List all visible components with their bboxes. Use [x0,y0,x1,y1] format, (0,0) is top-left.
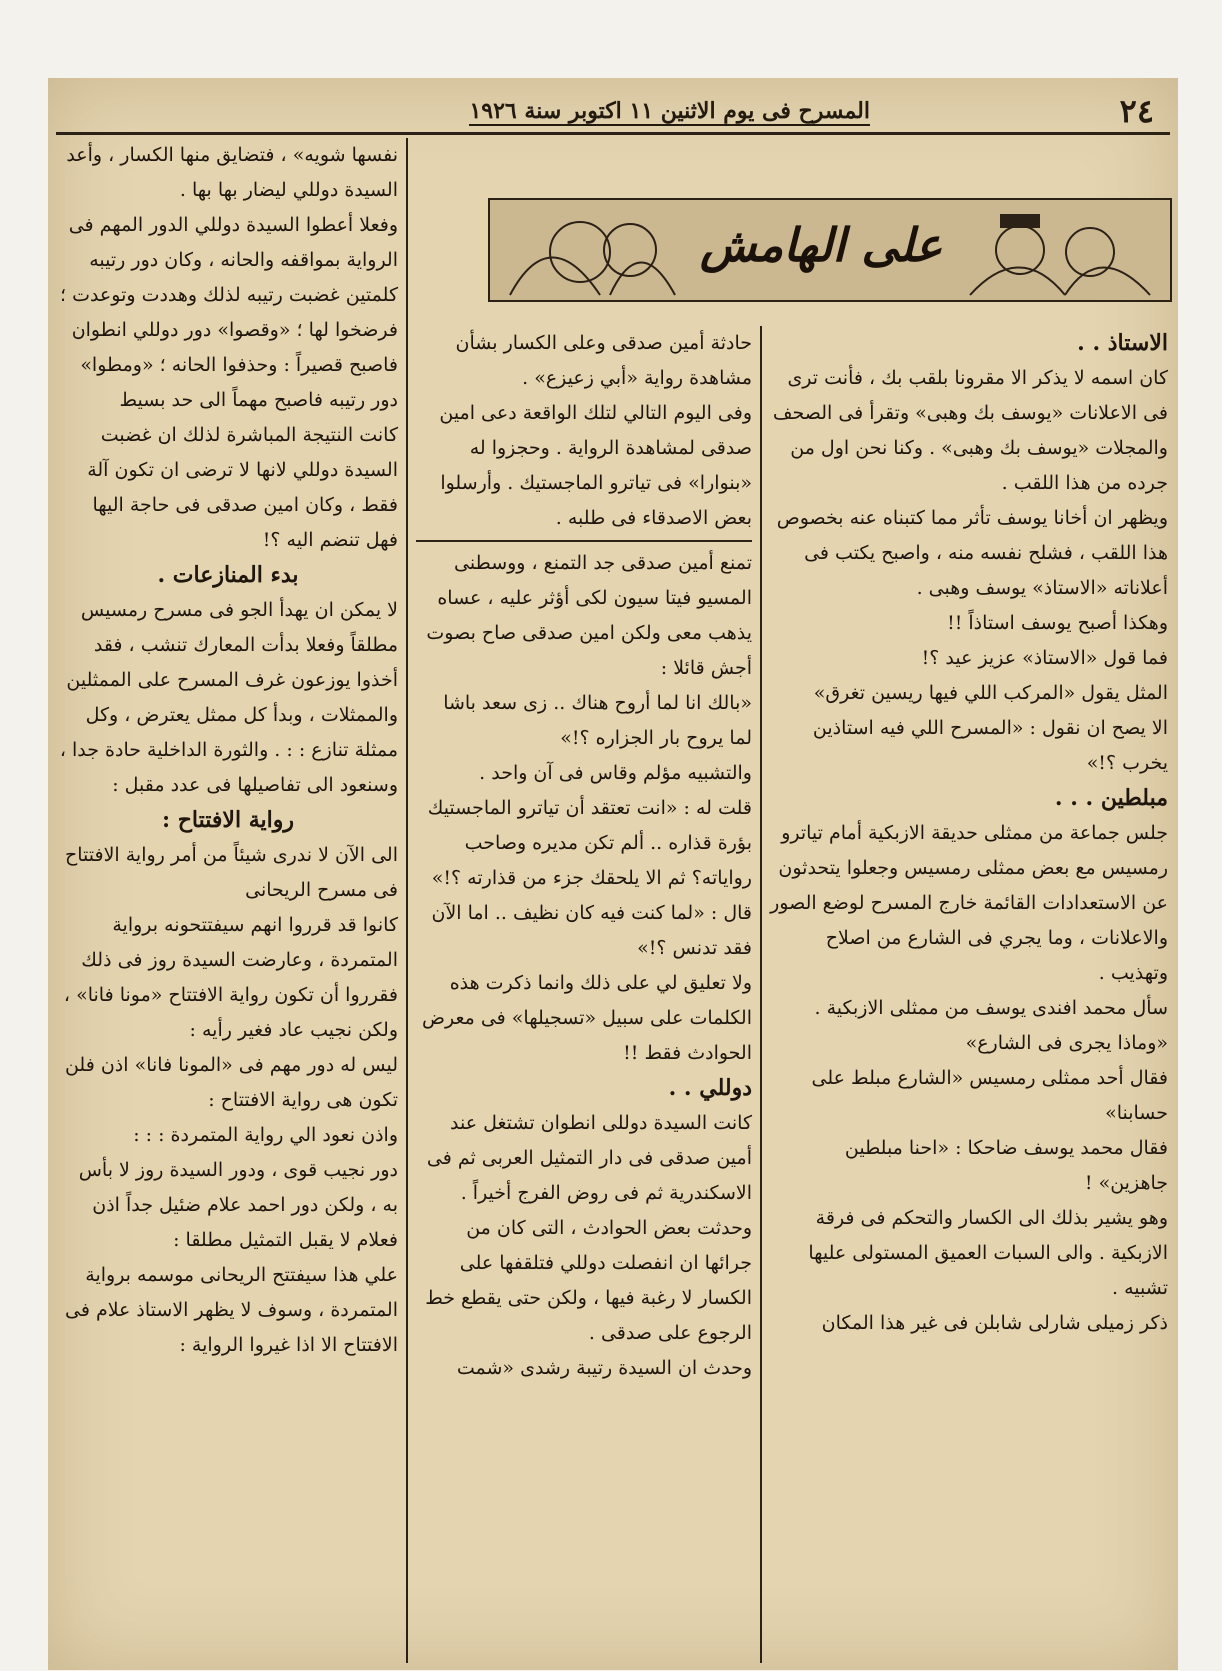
paragraph: «وماذا يجرى فى الشارع» [965,1032,1168,1054]
paragraph: ويظهر ان أخانا يوسف تأثر مما كتبناه عنه بخصوص هذا اللقب ، فشلح نفسه منه ، واصبح يكتب فى أعلاناته «الاستاذ» يوسف وهبى . [776,507,1168,599]
page-number: ٢٤ [1119,92,1154,130]
heading-disputes: بدء المنازعات . [157,562,299,588]
paragraph: ليس له دور مهم فى «المونا فانا» اذن فلن تكون هى رواية الافتتاح : [64,1054,398,1111]
heading-opening-play: رواية الافتتاح : [161,807,295,833]
paragraph: ولا تعليق لي على ذلك وانما ذكرت هذه الكلمات على سبيل «تسجيلها» فى معرض الحوادث فقط !! [422,972,752,1064]
paragraph: والتشبيه مؤلم وقاس فى آن واحد . [479,762,752,784]
paragraph: سأل محمد افندى يوسف من ممثلى الازبكية . [814,997,1168,1019]
paragraph: «بالك انا لما أروح هناك .. زى سعد باشا لما يروح بار الجزاره ؟!» [443,692,752,749]
heading-ustaz: الاستاذ . . [1077,330,1168,356]
paragraph: علي هذا سيفتتح الريحانى موسمه برواية المتمردة ، وسوف لا يظهر الاستاذ علام فى الافتتاح الا اذا غيروا الرواية : [64,1264,398,1356]
paragraph: وفى اليوم التالي لتلك الواقعة دعى امين صدقى لمشاهدة الرواية . وحجزوا له «بنوارا» فى تياترو الماجستيك . وأرسلوا بعض الاصدقاء فى طلبه . [439,402,752,529]
paragraph: وهكذا أصبح يوسف استاذاً !! [947,612,1168,634]
paragraph: وهو يشير بذلك الى الكسار والتحكم فى فرقة الازبكية . والى السبات العميق المستولى عليها تشبيه . [808,1207,1168,1299]
column-right [770,326,1168,1341]
heading-dolly: دوللي . . [668,1075,752,1101]
banner-title: على الهامش [700,218,943,272]
paragraph: فما قول «الاستاذ» عزيز عيد ؟! [921,647,1168,669]
paragraph: كانت النتيجة المباشرة لذلك ان غضبت السيدة دوللي لانها لا ترضى ان تكون آلة فقط ، وكان امين صدقى فى حاجة اليها فهل تنضم اليه ؟! [87,424,398,551]
paragraph: وفعلا أعطوا السيدة دوللي الدور المهم فى الرواية بمواقفه والحانه ، وكان دور رتيبه كلمتين غضبت رتيبه لذلك وهددت وتوعدت ؛ فرضخوا لها ؛ «وقصوا» دور دوللي انطوان فاصبح قصيراً : وحذفوا الحانه ؛ «ومطوا» دور رتيبه فاصبح مهماً الى حد بسيط [59,214,398,411]
paragraph: لا يمكن ان يهدأ الجو فى مسرح رمسيس مطلقاً وفعلا بدأت المعارك تنشب ، فقد أخذوا يوزعون غرف المسرح على الممثلين والممثلات ، وبدأ كل ممثل يعترض ، وكل ممثلة تنازع : : . والثورة الداخلية حادة جدا ، وسنعود الى تفاصيلها فى عدد مقبل : [59,599,398,796]
paragraph: قال : «لما كنت فيه كان نظيف .. اما الآن فقد تدنس ؟!» [431,902,752,959]
paragraph: جلس جماعة من ممثلى حديقة الازبكية أمام تياترو رمسيس مع بعض ممثلى رمسيس وجعلوا يتحدثون عن الاستعدادات القائمة خارج المسرح لوضع الصور والاعلانات ، وما يجري فى الشارع من اصلاح وتهذيب . [770,822,1168,984]
paragraph: ذكر زميلى شارلى شابلن فى غير هذا المكان [821,1312,1168,1334]
page-header [56,88,1170,135]
paragraph: فقال أحد ممثلى رمسيس «الشارع مبلط على حسابنا» [811,1067,1168,1124]
paragraph: كانت السيدة دوللى انطوان تشتغل عند أمين صدقى فى دار التمثيل العربى ثم فى الاسكندرية ثم فى روض الفرج أخيراً . [426,1112,752,1204]
paragraph: ولكن نجيب عاد فغير رأيه : [189,1019,398,1041]
paragraph: حادثة أمين صدقى وعلى الكسار بشأن مشاهدة رواية «أبي زعيزع» . [455,332,752,389]
paragraph: فقال محمد يوسف ضاحكا : «احنا مبلطين جاهزين» ! [844,1137,1168,1194]
section-banner [488,198,1172,302]
paragraph: قلت له : «انت تعتقد أن تياترو الماجستيك بؤرة قذاره .. ألم تكن مديره وصاحب رواياته؟ ثم الا يلحقك جزء من قذارته ؟!» [427,797,752,889]
column-left [58,138,398,1363]
newspaper-page [48,78,1178,1670]
paragraph: الى الآن لا ندرى شيئاً من أمر رواية الافتتاح فى مسرح الريحانى [64,844,398,901]
paragraph: نفسها شويه» ، فتضايق منها الكسار ، وأعد السيدة دوللي ليضار بها بها . [66,144,398,201]
paragraph: دور نجيب قوى ، ودور السيدة روز لا بأس به ، ولكن دور احمد علام ضئيل جداً اذن فعلام لا يقبل التمثيل مطلقا : [78,1159,398,1251]
paragraph: الا يصح ان نقول : «المسرح اللي فيه استاذين يخرب ؟!» [812,717,1168,774]
paragraph: المثل يقول «المركب اللي فيها ريسين تغرق» [813,682,1168,704]
heading-muballatin: مبلطين . . . [1054,785,1168,811]
column-rule-left [406,138,408,1663]
paragraph: كانوا قد قرروا انهم سيفتتحونه برواية المتمردة ، وعارضت السيدة روز فى ذلك فقرروا أن تكون رواية الافتتاح «مونا فانا» ، [63,914,398,1006]
paragraph: وحدث ان السيدة رتيبة رشدى «شمت [456,1357,752,1379]
paragraph: واذن نعود الي رواية المتمردة : : : [133,1124,398,1146]
paragraph: وحدثت بعض الحوادث ، التى كان من جرائها ان انفصلت دوللي فتلقفها على الكسار لا رغبة فيها ، ولكن حتى يقطع خط الرجوع على صدقى . [425,1217,752,1344]
paragraph: كان اسمه لا يذكر الا مقرونا بلقب بك ، فأنت ترى فى الاعلانات «يوسف بك وهبى» وتقرأ فى الصحف والمجلات «يوسف بك وهبى» . وكنا نحن اول من جرده من هذا اللقب . [772,367,1168,494]
paragraph: تمنع أمين صدقى جد التمنع ، ووسطنى المسيو فيتا سيون لكى أؤثر عليه ، عساه يذهب معى ولكن امين صدقى صاح بصوت أجش قائلا : [426,552,752,679]
divider [416,540,752,542]
column-rule-right [760,326,762,1663]
header-title: المسرح فى يوم الاثنين ١١ اكتوبر سنة ١٩٢٦ [469,98,870,124]
column-middle [416,326,752,1386]
